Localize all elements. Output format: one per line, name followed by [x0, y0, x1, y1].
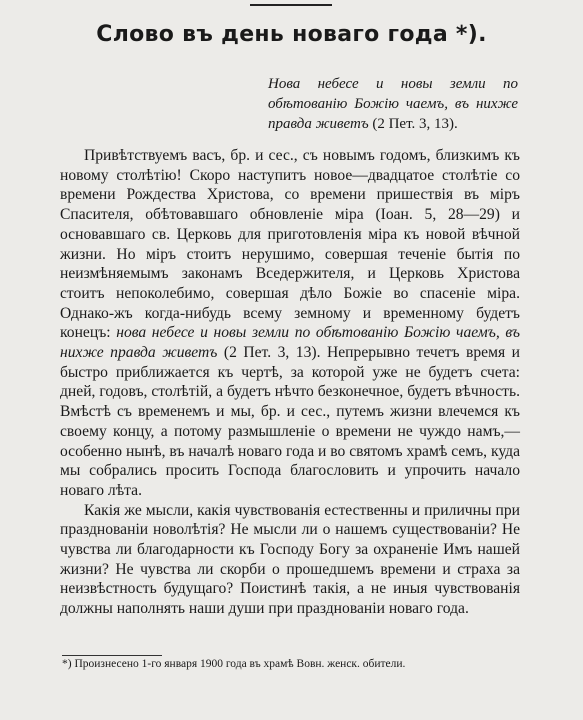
paragraph-1-part-1: Привѣтствуемъ васъ, бр. и сес., съ новымъ годомъ, близкимъ къ новому столѣтію! Скоро наступитъ новое—двадцатое столѣтіе со времени Рождества Христова, со времени пришествія въ міръ Спасителя, обѣтовавшаго обновленіе міра (Іоан. 5, 28—29) и основавшаго св. Церковь для приготовленія міра къ новой вѣчной жизни. Но міръ стоитъ нерушимо, совершая теченіе бытія по неизмѣняемымъ законамъ Вседержителя, и Церковь Христова стоитъ непоколебимо, совершая дѣло Божіе во спасеніе міра. Однако-жъ когда-нибудь всему земному и временному будетъ конецъ: [60, 147, 520, 342]
paragraph-1 [60, 146, 520, 501]
epigraph-quote: Нова небесе и новы земли по обѣтованію Божію чаемъ, въ нихже правда живетъ [268, 76, 518, 132]
footnote: *) Произнесено 1-го января 1900 года въ храмѣ Вовн. женск. обители. [62, 658, 406, 670]
sermon-title: Слово въ день новаго года *). [96, 22, 487, 47]
epigraph-reference: (2 Пет. 3, 13). [368, 116, 458, 132]
sermon-body [60, 146, 520, 619]
top-rule [250, 4, 332, 6]
paragraph-2: Какія же мысли, какія чувствованія естественны и приличны при празднованіи новолѣтія? Не мысли ли о нашемъ существованіи? Не чувства ли благодарности къ Господу Богу за охраненіе Имъ нашей жизни? Не чувства ли скорби о прошедшемъ времени и страха за неизвѣстность будущаго? Поистинѣ такія, а не иныя чувствованія должны наполнять наши души при празднованіи новаго года. [60, 501, 520, 618]
paragraph-1-part-2: (2 Пет. 3, 13). Непрерывно течетъ время и быстро приближается къ чертѣ, за которой уже не будетъ счета: дней, годовъ, столѣтій, а будетъ нѣчто безконечное, будетъ вѣчность. Вмѣстѣ съ временемъ и мы, бр. и сес., путемъ жизни влечемся къ своему концу, а потому размышленіе о времени не чуждо намъ,—особенно нынѣ, въ началѣ новаго года и во святомъ храмѣ семъ, куда мы собрались просить Господа благословить и упрочить начало новаго лѣта. [60, 344, 520, 499]
epigraph [268, 74, 518, 134]
paragraph-1-quote: нова небесе и новы земли по обѣтованію Божію чаемъ, въ нихже правда живетъ [60, 324, 520, 362]
footnote-rule [62, 655, 162, 656]
